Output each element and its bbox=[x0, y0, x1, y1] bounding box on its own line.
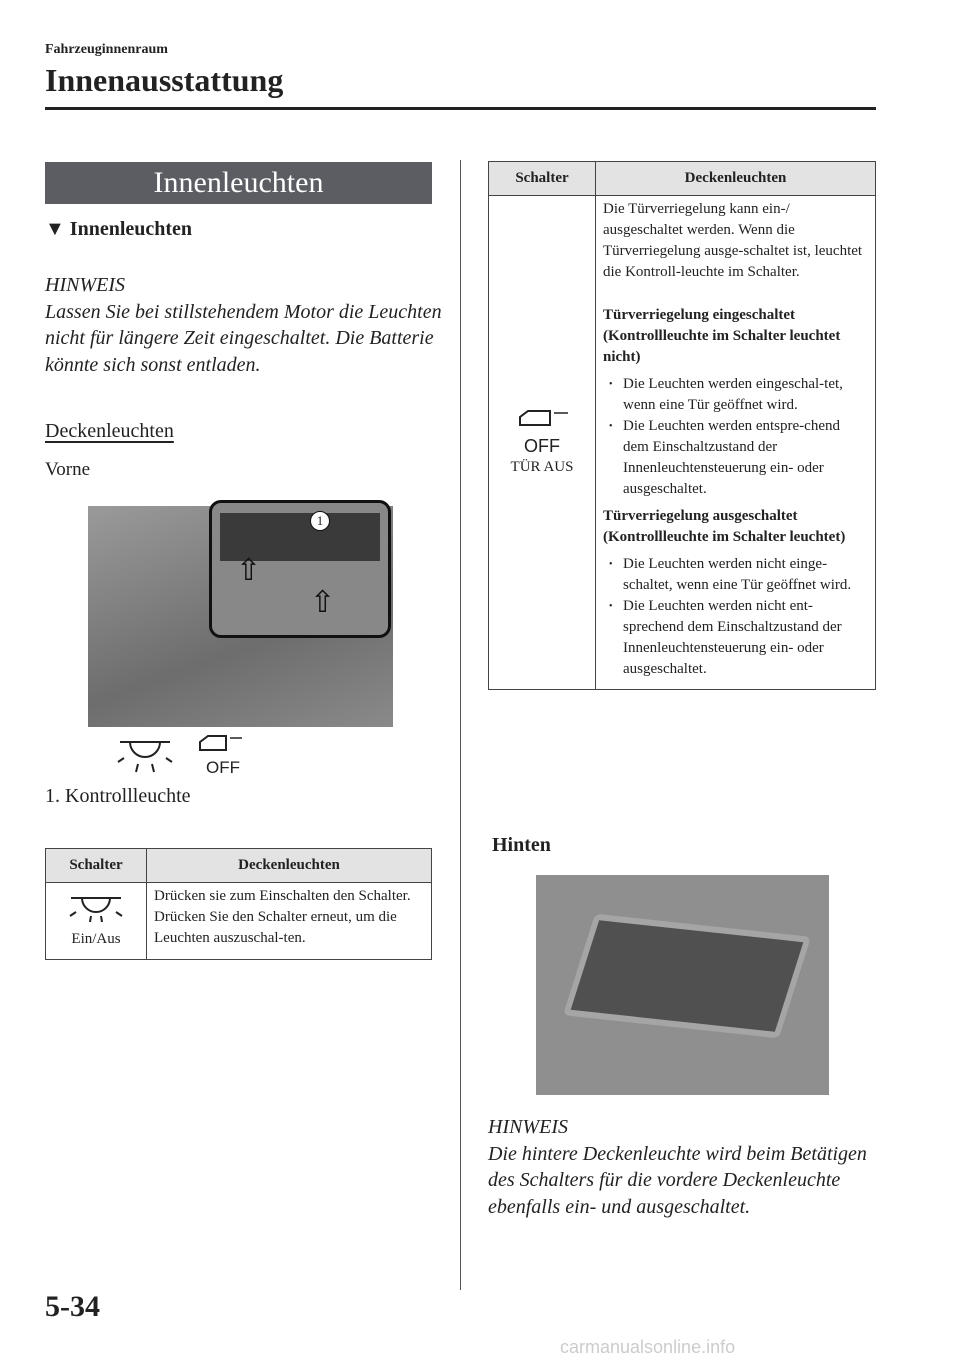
note-2 bbox=[488, 1114, 888, 1220]
title-bar: Innenleuchten bbox=[45, 162, 432, 204]
description-cell: Drücken sie zum Einschalten den Schalter. Drücken Sie den Schalter erneut, um die Leuchten auszuschal-ten. bbox=[147, 883, 432, 960]
off-label: OFF bbox=[206, 758, 240, 777]
note-1 bbox=[45, 272, 445, 378]
off-label: OFF bbox=[524, 436, 560, 456]
deckenleuchten-heading: Deckenleuchten bbox=[45, 420, 174, 442]
column-divider bbox=[460, 160, 461, 1290]
arrow-icon: ⇧ bbox=[236, 554, 262, 587]
switch-table-1 bbox=[45, 848, 432, 960]
on-list bbox=[603, 374, 868, 500]
switch-label: Ein/Aus bbox=[71, 931, 121, 947]
switch-table-2 bbox=[488, 161, 876, 690]
callout-number: 1 bbox=[310, 511, 330, 531]
list-item: • Die Leuchten werden eingeschal-tet, wenn eine Tür geöffnet wird. bbox=[623, 374, 868, 416]
list-item: • Die Leuchten werden nicht ent-sprechend dem Einschaltzustand der Innenleuchtensteuerung ein- oder ausgeschaltet. bbox=[623, 596, 868, 680]
door-off-icon bbox=[512, 407, 572, 429]
section-label: Fahrzeuginnenraum bbox=[45, 42, 168, 57]
note-label: HINWEIS bbox=[45, 274, 125, 296]
switch-cell bbox=[489, 196, 596, 690]
switch-label: TÜR AUS bbox=[510, 459, 574, 475]
rear-light-photo bbox=[536, 875, 829, 1095]
chapter-title: Innenausstattung bbox=[45, 62, 284, 98]
off-list bbox=[603, 554, 868, 680]
table-row bbox=[46, 883, 432, 960]
vorne-heading: Vorne bbox=[45, 459, 91, 480]
intro-text: Die Türverriegelung kann ein-/ ausgeschaltet werden. Wenn die Türverriegelung ausge-schaltet ist, leuchtet die Kontroll-leuchte im Schalter. bbox=[603, 201, 863, 280]
col-header: Schalter bbox=[489, 162, 596, 196]
col-header: Deckenleuchten bbox=[147, 849, 432, 883]
list-item: • Die Leuchten werden nicht einge-schaltet, wenn eine Tür geöffnet wird. bbox=[623, 554, 868, 596]
arrow-icon: ⇧ bbox=[310, 586, 336, 619]
col-header: Deckenleuchten bbox=[596, 162, 876, 196]
description-cell bbox=[596, 196, 876, 690]
page-number: 5-34 bbox=[45, 1290, 100, 1323]
list-item: • Die Leuchten werden entspre-chend dem Einschaltzustand der Innenleuchtensteuerung ein- oder ausgeschaltet. bbox=[623, 416, 868, 500]
note-text: Lassen Sie bei stillstehendem Motor die Leuchten nicht für längere Zeit eingeschaltet. Die Batterie könnte sich sonst entladen. bbox=[45, 300, 442, 376]
front-light-photo bbox=[88, 506, 393, 727]
switch-cell bbox=[46, 883, 147, 960]
dome-light-icon bbox=[66, 892, 126, 922]
watermark: carmanualsonline.info bbox=[560, 1337, 736, 1357]
header-rule bbox=[45, 107, 876, 110]
subheading: ▼ Innenleuchten bbox=[45, 218, 193, 240]
on-heading: Türverriegelung eingeschaltet (Kontrollleuchte im Schalter leuchtet nicht) bbox=[603, 307, 841, 365]
note-label: HINWEIS bbox=[488, 1116, 568, 1138]
table-row bbox=[489, 196, 876, 690]
note-text: Die hintere Deckenleuchte wird beim Betätigen des Schalters für die vordere Deckenleuchte ebenfalls ein- und ausgeschaltet. bbox=[488, 1142, 867, 1218]
hinten-heading: Hinten bbox=[492, 834, 551, 856]
rear-lamp bbox=[563, 914, 811, 1039]
off-heading: Türverriegelung ausgeschaltet (Kontrollleuchte im Schalter leuchtet) bbox=[603, 508, 846, 545]
figure-caption: 1. Kontrollleuchte bbox=[45, 785, 191, 807]
zoom-callout bbox=[209, 500, 391, 638]
col-header: Schalter bbox=[46, 849, 147, 883]
door-off-icon bbox=[196, 734, 246, 754]
